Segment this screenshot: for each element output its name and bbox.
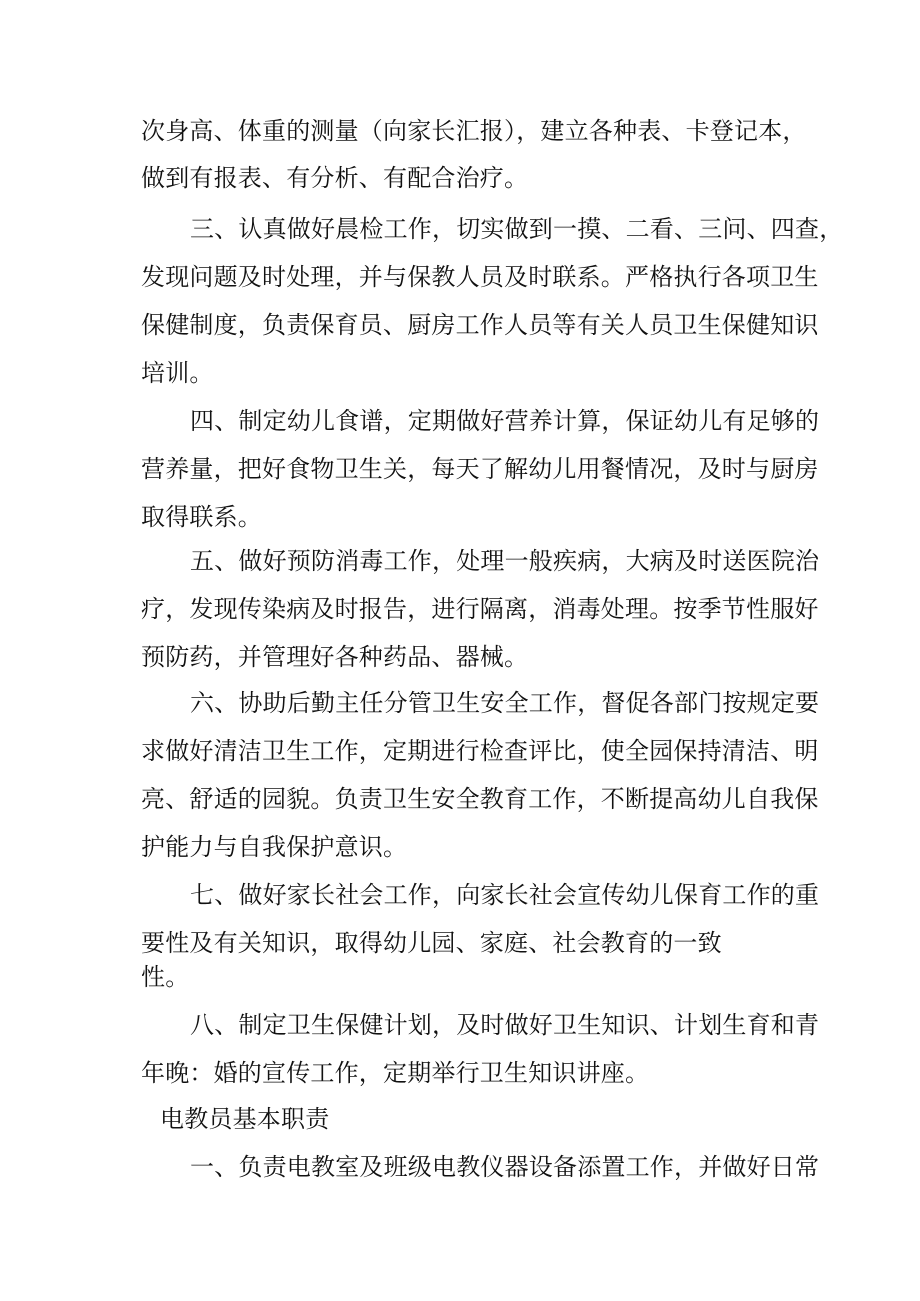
paragraph-5-start: 五、做好预防消毒工作，处理一般疾病，大病及时送医院治 bbox=[190, 547, 820, 575]
text-line: 求做好清洁卫生工作，定期进行检查评比，使全园保持清洁、明 bbox=[141, 737, 819, 765]
text-line: 营养量，把好食物卫生关，每天了解幼儿用餐情况，及时与厨房 bbox=[141, 455, 819, 483]
text-line: 护能力与自我保护意识。 bbox=[141, 833, 408, 861]
paragraph-6-start: 六、协助后勤主任分管卫生安全工作，督促各部门按规定要 bbox=[190, 689, 820, 717]
paragraph-3-start: 三、认真做好晨检工作，切实做到一摸、二看、三问、四查， bbox=[190, 215, 844, 243]
text-line: 疗，发现传染病及时报告，进行隔离，消毒处理。按季节性服好 bbox=[141, 595, 819, 623]
paragraph-7-start: 七、做好家长社会工作，向家长社会宣传幼儿保育工作的重 bbox=[190, 881, 820, 909]
paragraph-1-start: 一、负责电教室及班级电教仪器设备添置工作，并做好日常 bbox=[190, 1153, 820, 1181]
text-line: 培训。 bbox=[141, 359, 214, 387]
section-heading: 电教员基本职责 bbox=[160, 1105, 330, 1133]
text-line: 年晚：婚的宣传工作，定期举行卫生知识讲座。 bbox=[141, 1059, 650, 1087]
text-line: 取得联系。 bbox=[141, 503, 262, 531]
paragraph-8-start: 八、制定卫生保健计划，及时做好卫生知识、计划生育和青 bbox=[190, 1011, 820, 1039]
text-line: 要性及有关知识，取得幼儿园、家庭、社会教育的一致 bbox=[141, 929, 722, 957]
text-line: 次身高、体重的测量（向家长汇报），建立各种表、卡登记本， bbox=[141, 117, 807, 145]
text-line: 预防药，并管理好各种药品、器械。 bbox=[141, 643, 529, 671]
paragraph-4-start: 四、制定幼儿食谱，定期做好营养计算，保证幼儿有足够的 bbox=[190, 407, 820, 435]
text-line: 亮、舒适的园貌。负责卫生安全教育工作，不断提高幼儿自我保 bbox=[141, 785, 819, 813]
text-line: 保健制度，负责保育员、厨房工作人员等有关人员卫生保健知识 bbox=[141, 311, 819, 339]
text-line: 发现问题及时处理，并与保教人员及时联系。严格执行各项卫生 bbox=[141, 263, 819, 291]
text-line: 性。 bbox=[141, 963, 190, 991]
text-line: 做到有报表、有分析、有配合治疗。 bbox=[141, 164, 529, 192]
